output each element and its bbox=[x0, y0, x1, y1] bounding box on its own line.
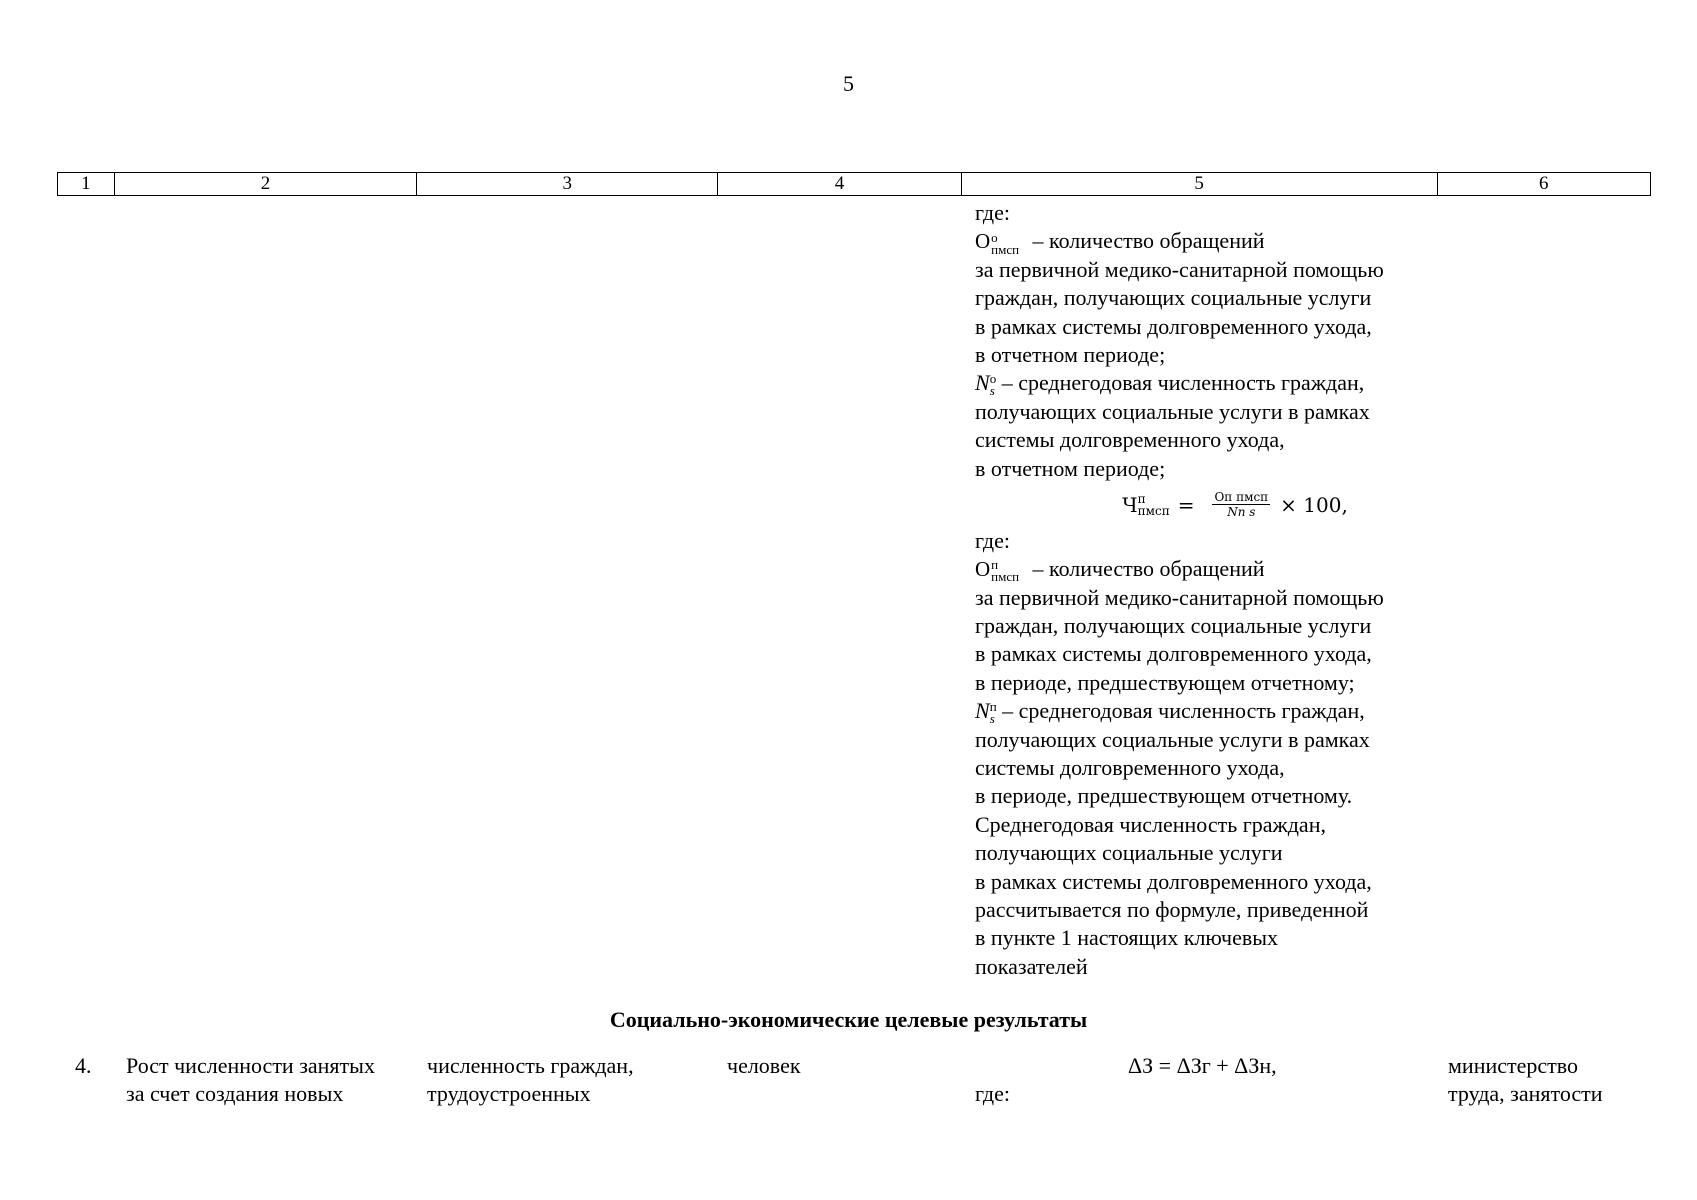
op-line-4: в периоде, предшествующем отчетному; bbox=[975, 669, 1355, 695]
header-cell-3: 3 bbox=[417, 173, 718, 195]
n-symbol: N bbox=[975, 370, 990, 396]
row4-col2: Рост численности занятых за счет создания новых bbox=[126, 1053, 375, 1107]
op-line-2: граждан, получающих социальные услуги bbox=[975, 613, 1372, 639]
np-line-3: в периоде, предшествующем отчетному. bbox=[975, 783, 1353, 809]
o-line-1: за первичной медико-санитарной помощью bbox=[975, 256, 1384, 282]
n-line-2: системы долговременного ухода, bbox=[975, 427, 1285, 453]
op-definition: Оп пмсп – количество обращений bbox=[975, 556, 1265, 585]
column-5-text bbox=[975, 199, 1445, 981]
o-definition: Оо пмсп – количество обращений bbox=[975, 228, 1265, 257]
avg-line-6: показателей bbox=[975, 953, 1088, 979]
n-line-3: в отчетном периоде; bbox=[975, 455, 1166, 481]
where-label-2: где: bbox=[975, 527, 1010, 553]
np-line-2: системы долговременного ухода, bbox=[975, 755, 1285, 781]
header-cell-4: 4 bbox=[718, 173, 961, 195]
row4-col3: численность граждан, трудоустроенных bbox=[427, 1053, 634, 1107]
header-cell-5: 5 bbox=[962, 173, 1438, 195]
op-line-1: за первичной медико-санитарной помощью bbox=[975, 584, 1384, 610]
avg-line-4: рассчитывается по формуле, приведенной bbox=[975, 896, 1369, 922]
n-line-1: получающих социальные услуги в рамках bbox=[975, 398, 1370, 424]
row4-number: 4. bbox=[75, 1053, 92, 1078]
row4-col5-formula: ΔЗ = ΔЗг + ΔЗн, bbox=[1128, 1053, 1277, 1078]
formula-fraction: $\frac{\text{Оп пмсп}}{\text{Nп s}}$ bbox=[1214, 490, 1269, 520]
header-cell-1: 1 bbox=[58, 173, 115, 195]
section-title: Социально-экономические целевые результаты bbox=[609, 1007, 1088, 1032]
where-label: где: bbox=[975, 200, 1010, 225]
header-cell-6: 6 bbox=[1539, 173, 1549, 194]
o-line-3: в рамках системы долговременного ухода, bbox=[975, 313, 1372, 339]
table-header-row bbox=[57, 172, 1651, 196]
avg-line-5: в пункте 1 настоящих ключевых bbox=[975, 925, 1279, 951]
op-symbol: Оп пмсп bbox=[975, 557, 1020, 585]
row4-col6: министерство труда, занятости bbox=[1448, 1053, 1603, 1107]
avg-line-3: в рамках системы долговременного ухода, bbox=[975, 868, 1372, 894]
formula: Ч п пмсп = $\frac{\text{Оп пмсп}}{\text{Nп s}}$ × 100, bbox=[1122, 490, 1348, 520]
op-line-3: в рамках системы долговременного ухода, bbox=[975, 641, 1372, 667]
o-symbol: Оо пмсп bbox=[975, 229, 1020, 257]
o-line-4: в отчетном периоде; bbox=[975, 341, 1166, 367]
avg-line-2: получающих социальные услуги bbox=[975, 840, 1283, 866]
np-symbol: N bbox=[975, 698, 990, 724]
avg-line-1: Среднегодовая численность граждан, bbox=[975, 811, 1326, 837]
n-definition: Nо s – среднегодовая численность граждан, bbox=[975, 370, 1365, 399]
row4-col5-where: где: bbox=[975, 1081, 1010, 1106]
row4-col4: человек bbox=[727, 1053, 801, 1078]
page-number: 5 bbox=[843, 71, 854, 96]
np-line-1: получающих социальные услуги в рамках bbox=[975, 726, 1370, 752]
header-cell-2: 2 bbox=[115, 173, 417, 195]
np-definition: Nп s – среднегодовая численность граждан, bbox=[975, 698, 1365, 727]
o-line-2: граждан, получающих социальные услуги bbox=[975, 285, 1372, 311]
